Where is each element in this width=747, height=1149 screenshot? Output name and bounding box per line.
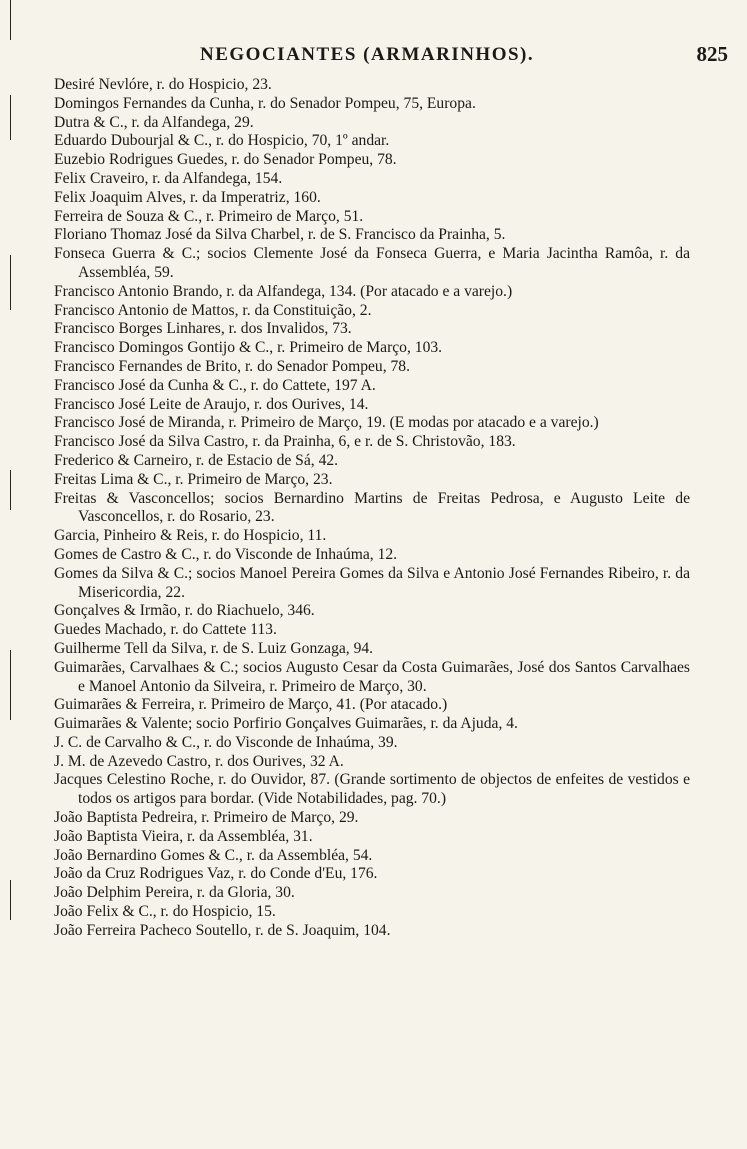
list-item: Gonçalves & Irmão, r. do Riachuelo, 346. [54, 602, 315, 620]
left-margin-mark [10, 470, 11, 510]
list-item: Francisco Antonio de Mattos, r. da Constituição, 2. [54, 301, 372, 319]
list-item: Guimarães & Valente; socio Porfirio Gonçalves Guimarães, r. da Ajuda, 4. [54, 715, 518, 733]
list-item: Dutra & C., r. da Alfandega, 29. [54, 113, 254, 131]
list-item: João Ferreira Pacheco Soutello, r. de S. Joaquim, 104. [54, 921, 391, 939]
list-item: Francisco José da Silva Castro, r. da Prainha, 6, e r. de S. Christovão, 183. [54, 433, 516, 451]
list-item: Francisco Fernandes de Brito, r. do Senador Pompeu, 78. [54, 357, 410, 375]
list-item: João Felix & C., r. do Hospicio, 15. [54, 903, 276, 921]
list-item: João Bernardino Gomes & C., r. da Assembléa, 54. [54, 846, 373, 864]
list-item: Guimarães, Carvalhaes & C.; socios Augusto Cesar da Costa Guimarães, José dos Santos Carvalhaes e Manoel Antonio da Silveira, r. Primeiro de Março, 30. [54, 658, 690, 695]
list-item: Garcia, Pinheiro & Reis, r. do Hospicio, 11. [54, 527, 327, 545]
list-item: Guimarães & Ferreira, r. Primeiro de Março, 41. (Por atacado.) [54, 696, 448, 714]
merchant-list [54, 76, 690, 941]
left-margin-mark [10, 255, 11, 310]
list-item: João da Cruz Rodrigues Vaz, r. do Conde d'Eu, 176. [54, 865, 378, 883]
list-item: Frederico & Carneiro, r. de Estacio de Sá, 42. [54, 451, 339, 469]
list-item: Francisco Domingos Gontijo & C., r. Primeiro de Março, 103. [54, 339, 443, 357]
list-item: Guedes Machado, r. do Cattete 113. [54, 621, 277, 639]
list-item: Euzebio Rodrigues Guedes, r. do Senador Pompeu, 78. [54, 151, 397, 169]
list-item: João Delphim Pereira, r. da Gloria, 30. [54, 884, 295, 902]
left-margin-mark [10, 880, 11, 920]
list-item: Jacques Celestino Roche, r. do Ouvidor, 87. (Grande sortimento de objectos de enfeites de vestidos e todos os artigos para bordar. (Vide Notabilidades, pag. 70.) [54, 771, 690, 808]
list-item: Francisco José da Cunha & C., r. do Cattete, 197 A. [54, 376, 376, 394]
list-item: J. M. de Azevedo Castro, r. dos Ourives, 32 A. [54, 752, 344, 770]
left-margin-mark [10, 95, 11, 140]
list-item: Gomes da Silva & C.; socios Manoel Pereira Gomes da Silva e Antonio José Fernandes Ribeiro, r. da Misericordia, 22. [54, 564, 690, 601]
list-item: Francisco José Leite de Araujo, r. dos Ourives, 14. [54, 395, 369, 413]
list-item: Eduardo Dubourjal & C., r. do Hospicio, 70, 1º andar. [54, 132, 390, 150]
left-margin-mark [10, 650, 11, 720]
list-item: Floriano Thomaz José da Silva Charbel, r. de S. Francisco da Prainha, 5. [54, 226, 506, 244]
list-item: J. C. de Carvalho & C., r. do Visconde de Inhaúma, 39. [54, 733, 398, 751]
list-item: Freitas Lima & C., r. Primeiro de Março, 23. [54, 470, 333, 488]
list-item: Francisco José de Miranda, r. Primeiro de Março, 19. (E modas por atacado e a varejo.) [54, 414, 599, 432]
list-item: Desiré Nevlóre, r. do Hospicio, 23. [54, 76, 272, 93]
list-item: Francisco Borges Linhares, r. dos Invalidos, 73. [54, 320, 352, 338]
list-item: Freitas & Vasconcellos; socios Bernardino Martins de Freitas Pedrosa, e Augusto Leite de Vasconcellos, r. do Rosario, 23. [54, 489, 690, 526]
left-margin-mark [10, 0, 11, 40]
list-item: Ferreira de Souza & C., r. Primeiro de Março, 51. [54, 207, 364, 225]
list-item: João Baptista Pedreira, r. Primeiro de Março, 29. [54, 809, 359, 827]
list-item: Gomes de Castro & C., r. do Visconde de Inhaúma, 12. [54, 545, 398, 563]
list-item: Fonseca Guerra & C.; socios Clemente José da Fonseca Guerra, e Maria Jacintha Ramôa, r. da Assembléa, 59. [54, 245, 690, 281]
list-item: Francisco Antonio Brando, r. da Alfandega, 134. (Por atacado e a varejo.) [54, 282, 513, 300]
section-title: NEGOCIANTES (ARMARINHOS). [200, 44, 535, 65]
list-item: Felix Craveiro, r. da Alfandega, 154. [54, 169, 283, 187]
list-item: Domingos Fernandes da Cunha, r. do Senador Pompeu, 75, Europa. [54, 94, 476, 112]
page-header [150, 38, 740, 78]
list-item: Guilherme Tell da Silva, r. de S. Luiz Gonzaga, 94. [54, 639, 374, 657]
list-item: Felix Joaquim Alves, r. da Imperatriz, 160. [54, 188, 321, 206]
list-item: João Baptista Vieira, r. da Assembléa, 31. [54, 827, 313, 845]
page-number: 825 [696, 42, 728, 66]
